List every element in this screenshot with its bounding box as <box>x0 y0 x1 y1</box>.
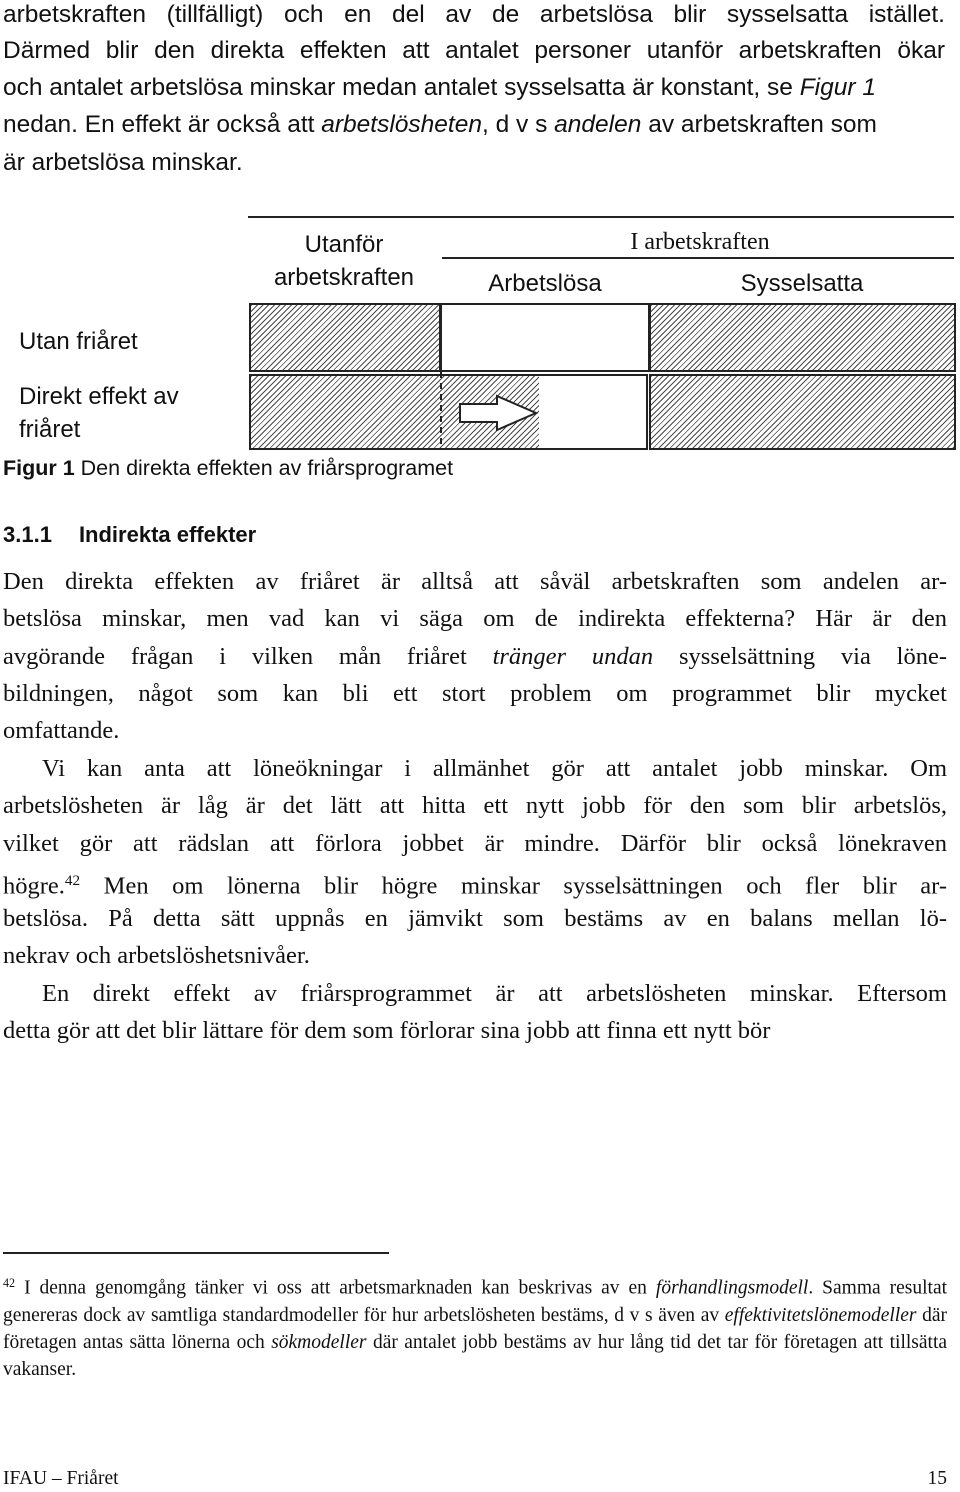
figure-reference: Figur 1 <box>799 74 876 101</box>
intro-line-5: är arbetslösa minskar. <box>3 149 243 176</box>
section-heading <box>3 519 256 551</box>
footnote-42: $^{42}$ I denna genomgång tänker vi oss att arbetsmarknaden kan beskrivas av en förhandlingsmodell. Samma resultat genereras dock av samtliga standardmodeller för hur arbetslösheten bestäms, d v s även av effektivitetslönemodeller där företagen antas sätta lönerna och sökmodeller där antalet jobb bestäms av hur lång tid det tar för företagen att tillsätta vakanser. <box>3 1276 948 1380</box>
header-unemployed: Arbetslösa <box>488 270 602 297</box>
row-label-direct-effect: Direkt effekt av friåret <box>19 383 179 443</box>
body-p3-l1: En direkt effekt av friårsprogrammet är att arbetslösheten minskar. Eftersom <box>42 980 947 1007</box>
header-employed: Sysselsatta <box>740 270 864 297</box>
body-p2-l6: nekrav och arbetslöshetsnivåer. <box>3 942 310 969</box>
body-p2-l4: högre.$^{42}$ Men om lönerna blir högre minskar sysselsättningen och fler blir ar- <box>3 872 947 900</box>
intro-line-4: nedan. En effekt är också att arbetslösheten, d v s andelen av arbetskraften som <box>3 111 877 138</box>
header-labour-force: I arbetskraften <box>630 229 770 255</box>
footnote-separator <box>3 1252 389 1254</box>
body-p1-l1: Den direkta effekten av friåret är alltså att såväl arbetskraften som andelen ar- <box>3 568 947 595</box>
intro-line-2: Därmed blir den direkta effekten att antalet personer utanför arbetskraften ökar <box>3 37 945 64</box>
body-p2-l1: Vi kan anta att löneökningar i allmänhet gör att antalet jobb minskar. Om <box>42 755 947 782</box>
footer-title: IFAU – Friåret <box>3 1468 119 1489</box>
figure-overlay <box>0 0 960 460</box>
figure-caption: Figur 1 Den direkta effekten av friårsprogramet <box>3 456 454 480</box>
body-p1-l5: omfattande. <box>3 717 120 744</box>
body-p2-l3: vilket gör att rädslan att förlora jobbet är mindre. Därför blir också lönekraven <box>3 830 947 857</box>
header-outside-labour-force: Utanför arbetskraften <box>273 231 415 291</box>
footnote-number: 42 <box>3 1276 16 1290</box>
page-number: 15 <box>927 1468 947 1489</box>
body-p1-l2: betslösa minskar, men vad kan vi säga om de indirekta effekterna? Här är den <box>3 605 947 632</box>
row-label-without: Utan friåret <box>19 328 138 355</box>
section-title: Indirekta effekter <box>78 522 257 547</box>
intro-line-3: och antalet arbetslösa minskar medan antalet sysselsatta är konstant, se Figur 1 <box>3 74 876 101</box>
intro-line-1: arbetskraften (tillfälligt) och en del av de arbetslösa blir sysselsatta istället. <box>3 1 945 28</box>
shift-arrow-icon <box>460 396 536 430</box>
body-p1-l3: avgörande frågan i vilken mån friåret tränger undan sysselsättning via löne- <box>3 643 948 670</box>
body-p2-l5: betslösa. På detta sätt uppnås en jämvikt som bestäms av en balans mellan lö- <box>3 905 947 932</box>
body-p1-l4: bildningen, något som kan bli ett stort problem om programmet blir mycket <box>3 680 947 707</box>
section-number: 3.1.1 <box>3 522 52 547</box>
page-footer <box>3 1467 947 1491</box>
body-p3-l2: detta gör att det blir lättare för dem som förlorar sina jobb att finna ett nytt bör <box>3 1017 771 1044</box>
body-p2-l2: arbetslösheten är låg är det lätt att hitta ett nytt jobb för den som blir arbetslös, <box>3 792 947 819</box>
footnote-marker: 42 <box>64 872 81 889</box>
